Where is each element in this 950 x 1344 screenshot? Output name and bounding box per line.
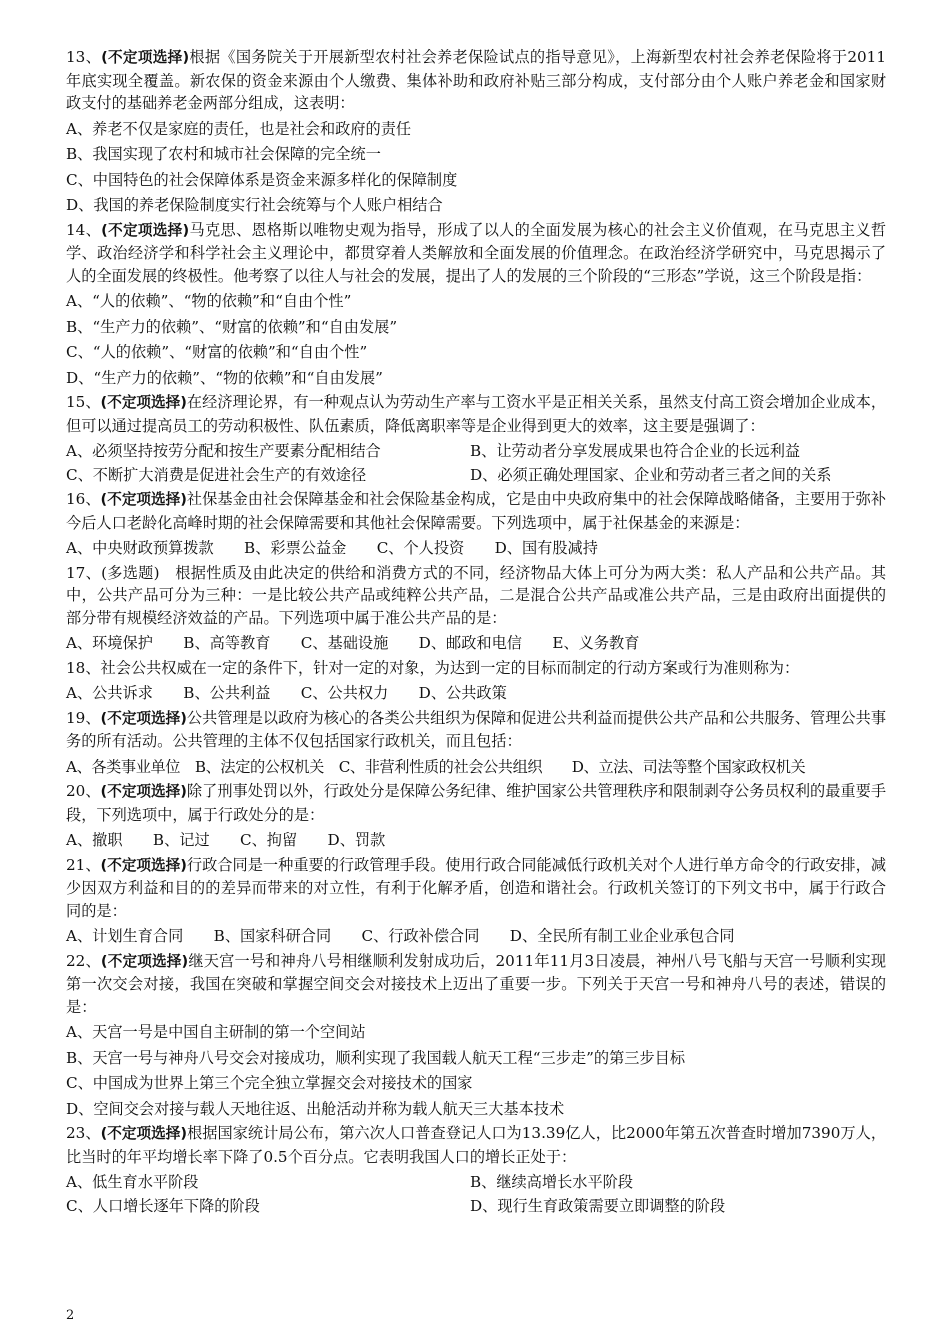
question-21	[66, 854, 886, 948]
question-text: 根据性质及由此决定的供给和消费方式的不同，经济物品大体上可分为两大类：私人产品和公共产品。其中，公共产品可分为三种：一是比较公共产品或纯粹公共产品，二是混合公共产品或准公共产品，三是由政府出面提供的部分带有规模经济效益的产品。下列选项中属于准公共产品的是：	[66, 563, 887, 627]
question-stem	[66, 950, 886, 1019]
question-18	[66, 657, 886, 705]
question-type: (多选题)	[101, 563, 176, 582]
question-type: (不定项选择)	[100, 856, 187, 874]
question-number: 16、	[66, 490, 101, 508]
option-d: D、必须正确处理国家、企业和劳动者三者之间的关系	[470, 465, 832, 484]
question-type: (不定项选择)	[101, 221, 190, 239]
question-number: 23、	[66, 1124, 101, 1142]
question-number: 13、	[66, 48, 102, 66]
options-line: A、环境保护 B、高等教育 C、基础设施 D、邮政和电信 E、义务教育	[66, 634, 640, 652]
option-c: C、“人的依赖”、“财富的依赖”和“自由个性”	[66, 343, 368, 361]
page-number: 2	[66, 1308, 75, 1323]
question-text: 社会公共权威在一定的条件下，针对一定的对象，为达到一定的目标而制定的行动方案或行为准则称为：	[100, 658, 800, 677]
options-line: A、各类事业单位 B、法定的公权机关 C、非营利性质的社会公共组织 D、立法、司法等整个国家政权机关	[66, 757, 806, 776]
question-type: (不定项选择)	[100, 394, 187, 411]
question-14	[66, 219, 886, 390]
question-number: 21、	[66, 855, 101, 874]
question-stem	[66, 391, 886, 437]
question-text: 除了刑事处罚以外，行政处分是保障公务纪律、维护国家公共管理秩序和限制剥夺公务员权利的最重要手段，下列选项中，属于行政处分的是：	[66, 782, 887, 824]
question-type: (不定项选择)	[100, 952, 189, 970]
option-c: C、不断扩大消费是促进社会生产的有效途径	[66, 465, 367, 484]
option-c: C、中国成为世界上第三个完全独立掌握交会对接技术的国家	[66, 1074, 473, 1092]
question-type: (不定项选择)	[101, 49, 190, 66]
option-a: A、“人的依赖”、“物的依赖”和“自由个性”	[66, 292, 352, 310]
option-b: B、“生产力的依赖”、“财富的依赖”和“自由发展”	[66, 317, 398, 336]
option-a: A、天宫一号是中国自主研制的第一个空间站	[66, 1023, 366, 1041]
question-number: 14、	[66, 220, 102, 239]
exam-page	[66, 46, 886, 1219]
option-d: D、现行生育政策需要立即调整的阶段	[470, 1196, 726, 1215]
question-text: 根据《国务院关于开展新型农村社会养老保险试点的指导意见》，上海新型农村社会养老保险将于2011年底实现全覆盖。新农保的资金来源由个人缴费、集体补助和政府补贴三部分构成，支付部分由个人账户养老金和国家财政支付的基础养老金两部分组成，这表明：	[66, 48, 886, 112]
question-type: (不定项选择)	[100, 1125, 188, 1142]
question-number: 19、	[66, 708, 101, 727]
question-stem	[66, 780, 886, 826]
option-a: A、必须坚持按劳分配和按生产要素分配相结合	[66, 442, 381, 460]
question-23	[66, 1122, 886, 1217]
question-text: 行政合同是一种重要的行政管理手段。使用行政合同能减低行政机关对个人进行单方命令的行政安排，减少因双方利益和目的的差异而带来的对立性，有利于化解矛盾，创造和谐社会。行政机关签订的下列文书中，属于行政合同的是：	[66, 855, 887, 920]
question-number: 17、	[66, 563, 102, 582]
options-grid	[66, 439, 886, 486]
question-type: (不定项选择)	[100, 709, 187, 727]
option-a: A、低生育水平阶段	[66, 1173, 199, 1191]
question-type: (不定项选择)	[100, 491, 187, 508]
option-b: B、让劳动者分享发展成果也符合企业的长远利益	[470, 442, 801, 460]
question-stem	[66, 854, 886, 923]
question-17	[66, 562, 886, 655]
options-line: A、中央财政预算拨款 B、彩票公益金 C、个人投资 D、国有股减持	[66, 539, 598, 557]
question-stem	[66, 1122, 886, 1168]
option-c: C、中国特色的社会保障体系是资金来源多样化的保障制度	[66, 170, 458, 189]
option-c: C、人口增长逐年下降的阶段	[66, 1196, 260, 1215]
question-text: 马克思、恩格斯以唯物史观为指导，形成了以人的全面发展为核心的社会主义价值观，在马克思主义哲学、政治经济学和科学社会主义理论中，都贯穿着人类解放和全面发展的价值理念。在政治经济学研究中，马克思揭示了人的全面发展的终极性。他考察了以往人与社会的发展，提出了人的发展的三个阶段的“三形态”学说，这三个阶段是指：	[66, 220, 886, 285]
question-number: 15、	[66, 393, 101, 411]
question-stem	[66, 219, 886, 288]
question-number: 18、	[66, 658, 101, 677]
question-text: 社保基金由社会保障基金和社会保险基金构成，它是由中央政府集中的社会保障战略储备，主要用于弥补今后人口老龄化高峰时期的社会保障需要和其他社会保障需要。下列选项中，属于社保基金的来源是：	[66, 490, 887, 532]
question-20	[66, 780, 886, 852]
question-number: 22、	[66, 951, 101, 970]
option-b: B、我国实现了农村和城市社会保障的完全统一	[66, 145, 381, 163]
options-grid	[66, 1170, 886, 1217]
question-stem	[66, 657, 886, 680]
options-line: A、撤职 B、记过 C、拘留 D、罚款	[66, 831, 386, 849]
question-19	[66, 707, 886, 779]
question-text: 继天宫一号和神舟八号相继顺利发射成功后，2011年11月3日凌晨，神州八号飞船与天宫一号顺利实现第一次交会对接，我国在突破和掌握空间交会对接技术上迈出了重要一步。下列关于天宫一号和神舟八号的表述，错误的是：	[66, 951, 887, 1016]
question-stem	[66, 46, 886, 115]
options-line: A、公共诉求 B、公共利益 C、公共权力 D、公共政策	[66, 684, 507, 702]
question-16	[66, 488, 886, 560]
option-d: D、空间交会对接与载人天地往返、出舱活动并称为载人航天三大基本技术	[66, 1099, 565, 1118]
option-d: D、我国的养老保险制度实行社会统筹与个人账户相结合	[66, 196, 443, 214]
question-stem	[66, 488, 886, 534]
question-22	[66, 950, 886, 1121]
option-b: B、继续高增长水平阶段	[470, 1173, 634, 1191]
question-type: (不定项选择)	[100, 783, 187, 800]
question-15	[66, 391, 886, 486]
question-stem	[66, 707, 886, 753]
option-d: D、“生产力的依赖”、“物的依赖”和“自由发展”	[66, 368, 383, 387]
question-13	[66, 46, 886, 217]
question-text: 公共管理是以政府为核心的各类公共组织为保障和促进公共利益而提供公共产品和公共服务、管理公共事务的所有活动。公共管理的主体不仅包括国家行政机关，而且包括：	[66, 708, 887, 750]
option-b: B、天宫一号与神舟八号交会对接成功，顺利实现了我国载人航天工程“三步走”的第三步目标	[66, 1048, 686, 1067]
question-text: 根据国家统计局公布，第六次人口普查登记人口为13.39亿人，比2000年第五次普查时增加7390万人，比当时的年平均增长率下降了0.5个百分点。它表明我国人口的增长正处于：	[66, 1124, 887, 1166]
options-line: A、计划生育合同 B、国家科研合同 C、行政补偿合同 D、全民所有制工业企业承包合同	[66, 927, 735, 945]
question-text: 在经济理论界，有一种观点认为劳动生产率与工资水平是正相关关系，虽然支付高工资会增加企业成本，但可以通过提高员工的劳动积极性、队伍素质，降低离职率等是企业得到更大的效率，这主要是强调了：	[66, 393, 887, 435]
option-a: A、养老不仅是家庭的责任，也是社会和政府的责任	[66, 119, 412, 138]
question-stem	[66, 562, 886, 630]
question-number: 20、	[66, 782, 101, 800]
